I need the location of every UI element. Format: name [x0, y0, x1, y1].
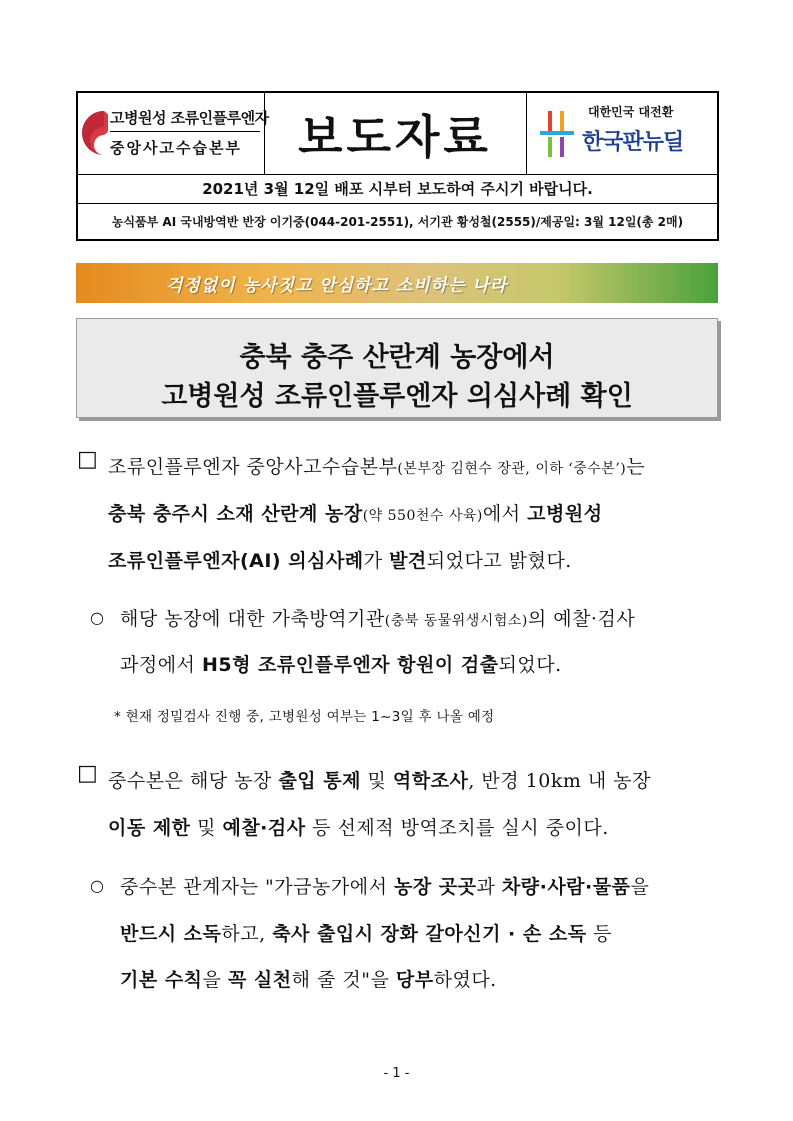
circle-bullet-icon: ○: [90, 608, 104, 627]
headline-line2: 고병원성 조류인플루엔자 의심사례 확인: [161, 381, 633, 412]
circle-bullet-icon: ○: [90, 876, 104, 895]
slogan-big: 한국판뉴딜: [582, 130, 684, 155]
org-divider: [110, 131, 260, 132]
organization-cell: [78, 93, 269, 174]
header-top-row: [78, 93, 717, 175]
p1-line2: 충북 충주시 소재 산란계 농장(약 550천수 사육)에서 고병원성: [108, 503, 603, 525]
slogan-banner: [76, 263, 718, 303]
press-release-header: [76, 91, 719, 241]
p1-line1: 조류인플루엔자 중앙사고수습본부(본부장 김현수 장관, 이하 ‘중수본’)는: [108, 456, 646, 478]
p2-line1: 중수본은 해당 농장 출입 통제 및 역학조사, 반경 10km 내 농장: [108, 770, 652, 792]
footnote: * 현재 정밀검사 진행 중, 고병원성 여부는 1~3일 후 나올 예정: [114, 709, 495, 725]
new-deal-mark-icon: [538, 109, 576, 159]
headline-box: [76, 318, 718, 418]
p1-sub-line1: 해당 농장에 대한 가축방역기관(충북 동물위생시험소)의 예찰·검사: [120, 608, 636, 630]
p1-line3: 조류인플루엔자(AI) 의심사례가 발견되었다고 밝혔다.: [108, 550, 572, 572]
government-emblem-icon: [82, 107, 108, 159]
page-number: - 1 -: [383, 1066, 410, 1081]
square-bullet-icon: □: [77, 447, 98, 472]
p1-sub-line2: 과정에서 H5형 조류인플루엔자 항원이 검출되었다.: [120, 654, 562, 676]
new-deal-logo: [526, 93, 717, 174]
slogan-small: 대한민국 대전환: [588, 105, 674, 119]
p2-sub-line2: 반드시 소독하고, 축사 출입시 장화 갈아신기 · 손 소독 등: [120, 923, 612, 945]
document-type-title: 보도자료: [264, 93, 527, 174]
embargo-notice: 2021년 3월 12일 배포 시부터 보도하여 주시기 바랍니다.: [78, 174, 717, 204]
p2-line2: 이동 제한 및 예찰·검사 등 선제적 방역조치를 실시 중이다.: [108, 817, 609, 839]
org-name-line1: 고병원성 조류인플루엔자: [110, 109, 269, 127]
banner-text: 걱정없이 농사짓고 안심하고 소비하는 나라: [166, 275, 508, 296]
headline-line1: 충북 충주 산란계 농장에서: [239, 342, 555, 373]
contact-info: 농식품부 AI 국내방역반 반장 이기중(044-201-2551), 서기관 황성철(2555)/제공일: 3월 12일(총 2매): [111, 215, 684, 229]
square-bullet-icon: □: [77, 761, 98, 786]
p2-sub-line1: 중수본 관계자는 "가금농가에서 농장 곳곳과 차량·사람·물품을: [120, 876, 650, 898]
p2-sub-line3: 기본 수칙을 꼭 실천해 줄 것"을 당부하였다.: [120, 969, 497, 991]
org-name-line2: 중앙사고수습본부: [110, 139, 242, 157]
